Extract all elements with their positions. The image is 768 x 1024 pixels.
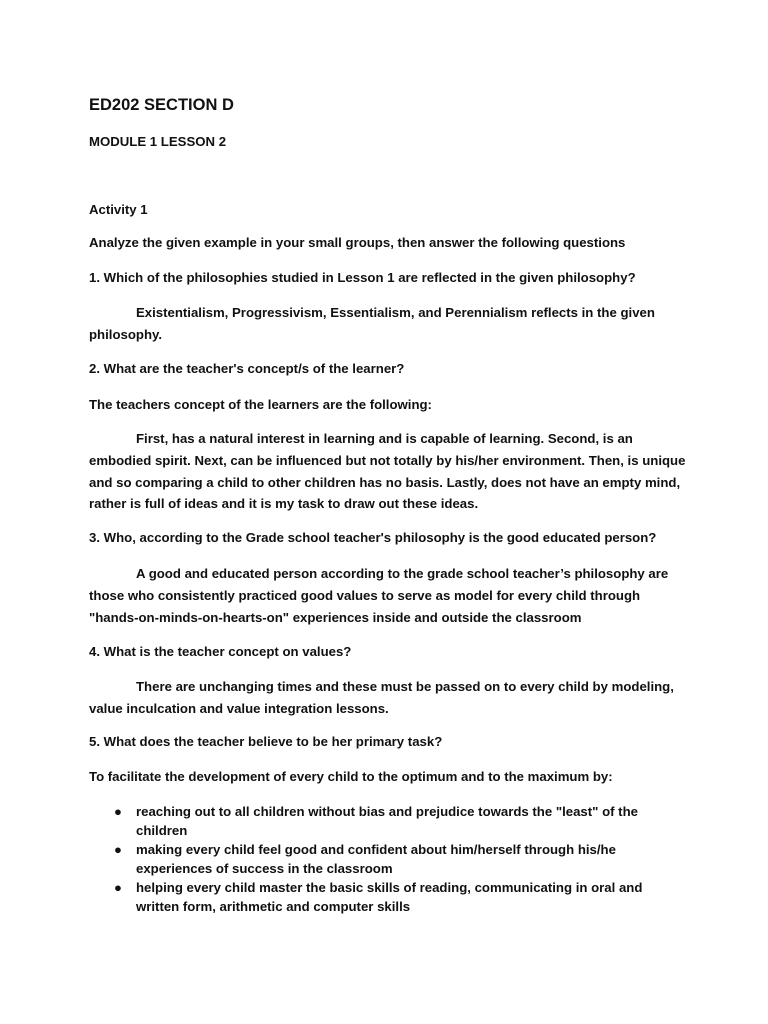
answer-2 [89,428,689,515]
question-5: 5. What does the teacher believe to be her primary task? [89,734,443,749]
answer-4-text: There are unchanging times and these must be passed on to every child by modeling, value inculcation and value integration lessons. [89,679,674,716]
answer-2-intro: The teachers concept of the learners are the following: [89,397,432,412]
list-item-text: helping every child master the basic skills of reading, communicating in oral and written form, arithmetic and computer skills [136,880,643,914]
answer-1-text: Existentialism, Progressivism, Essentialism, and Perennialism reflects in the given philosophy. [89,305,655,342]
question-1: 1. Which of the philosophies studied in Lesson 1 are reflected in the given philosophy? [89,270,636,285]
question-3: 3. Who, according to the Grade school teacher's philosophy is the good educated person? [89,530,657,545]
bullet-icon: ● [114,804,122,819]
answer-3-text: A good and educated person according to the grade school teacher’s philosophy are those who consistently practiced good values to serve as model for every child through "hands-on-minds-on-hearts-on" experiences inside and outside the classroom [89,566,669,625]
list-item [89,878,689,916]
activity-label: Activity 1 [89,202,148,217]
list-item [89,802,689,840]
answer-1 [89,302,689,346]
bullet-icon: ● [114,842,122,857]
question-4: 4. What is the teacher concept on values? [89,644,352,659]
answer-4 [89,676,689,720]
answer-5-intro: To facilitate the development of every child to the optimum and to the maximum by: [89,769,613,784]
module-heading: MODULE 1 LESSON 2 [89,134,227,149]
task-list [89,802,689,916]
activity-instruction: Analyze the given example in your small groups, then answer the following questions [89,235,626,250]
answer-2-text: First, has a natural interest in learning and is capable of learning. Second, is an embodied spirit. Next, can be influenced but not totally by his/her environment. Then, is unique and so comparing a child to other children has no basis. Lastly, does not have an empty mind, rather is full of ideas and it is my task to draw out these ideas. [89,431,686,512]
list-item-text: reaching out to all children without bias and prejudice towards the "least" of the children [136,804,638,838]
bullet-icon: ● [114,880,122,895]
answer-3 [89,563,689,628]
document-title: ED202 SECTION D [89,96,234,114]
list-item [89,840,689,878]
list-item-text: making every child feel good and confident about him/herself through his/he experiences of success in the classroom [136,842,616,876]
question-2: 2. What are the teacher's concept/s of the learner? [89,361,405,376]
